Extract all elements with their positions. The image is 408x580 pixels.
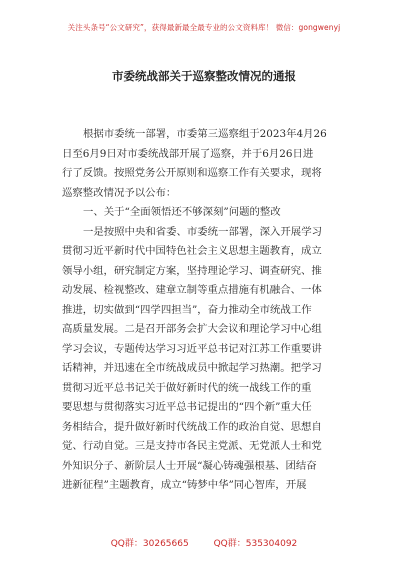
body-line: 贯彻习近平总书记关于做好新时代的统一战线工作的重 xyxy=(62,381,312,394)
body-line: 要思想与贯彻落实习近平总书记提出的“四个新”重大任 xyxy=(62,401,312,413)
footer xyxy=(0,536,408,549)
body-line: 巡察整改情况予以公布： xyxy=(62,186,177,199)
body-line: 觉、行动自觉。三是支持市各民主党派、无党派人士和党 xyxy=(62,440,322,452)
header-banner: 关注头条号“公文研究”，获得最新最全最专业的公文资料库！ 微信：gongwenyj xyxy=(67,23,341,32)
body-line: 话精神，并迅速在全市统战成员中掀起学习热潮。把学习 xyxy=(62,362,322,374)
document-body xyxy=(62,125,352,496)
body-line: 一是按照中央和省委、市委统一部署，深入开展学习 xyxy=(83,225,322,238)
body-line: 学习会议，专题传达学习习近平总书记对江苏工作重要讲 xyxy=(62,342,322,355)
document-title: 市委统战部关于巡察整改情况的通报 xyxy=(112,69,296,83)
body-line: 推进，切实做到“四学四担当”，奋力推动全市统战工作 xyxy=(62,303,312,316)
body-line: 领导小组，研究制定方案，坚持理论学习、调查研究、推 xyxy=(62,264,322,277)
body-line: 外知识分子、新阶层人士开展“凝心铸魂强根基、团结奋 xyxy=(62,459,317,472)
body-line: 一、关于“全面领悟还不够深刻”问题的整改 xyxy=(83,206,281,218)
body-line: 根据市委统一部署，市委第三巡察组于2023年4月26 xyxy=(83,128,327,140)
footer-qq-group-1: QQ群：30265665 xyxy=(110,539,189,549)
body-line: 进新征程”主题教育，成立“铸梦中华”同心智库，开展 xyxy=(62,479,307,491)
body-line: 高质量发展。二是召开部务会扩大会议和理论学习中心组 xyxy=(62,323,322,335)
footer-qq-group-2: QQ群：535304092 xyxy=(213,539,298,549)
body-line: 动发展、检视整改、建章立制等重点措施有机融合、一体 xyxy=(62,284,322,296)
body-line: 日至6月9日对市委统战部开展了巡察，并于6月26日进 xyxy=(62,147,314,160)
body-line: 行了反馈。按照党务公开原则和巡察工作有关要求，现将 xyxy=(62,167,322,179)
body-line: 务相结合，提升做好新时代统战工作的政治自觉、思想自 xyxy=(62,420,322,433)
body-line: 贯彻习近平新时代中国特色社会主义思想主题教育，成立 xyxy=(62,245,322,257)
